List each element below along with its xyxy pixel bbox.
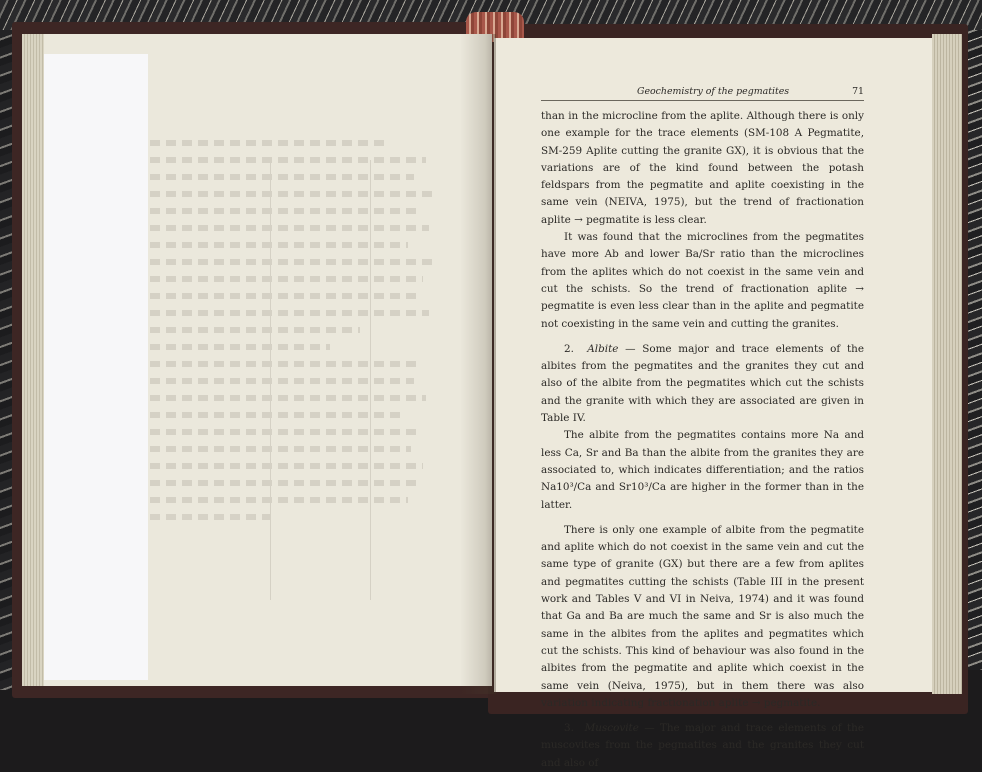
page-text-block: [541, 86, 864, 772]
right-page-edges: [932, 34, 962, 694]
page-number: 71: [852, 86, 864, 97]
paragraph: It was found that the microclines from the pegmatites have more Ab and lower Ba/Sr ratio than the microclines from the aplites which do not coexist in the same vein and cut the schists. So the trend of fractionation aplite → pegmatite is even less clear than in the aplite and pegmatite not coexisting in the same vein and cutting the granites.: [541, 231, 864, 330]
paragraph: There is only one example of albite from the pegmatite and aplite which do not coexist in the same vein and cut the same type of granite (GX) but there are a few from aplites and pegmatites cutting the schists (Table III in the present work and Tables V and VI in Neiva, 1974) and it was found that Ga and Ba are much the same and Sr is also much the same in the albites from the aplites and pegmatites which cut the schists. This kind of behaviour was also found in the albites from the pegmatite and aplite which coexist in the same vein (Neiva, 1975), but in them there was also variation indicating fractionation aplite → pegmatite.: [541, 523, 864, 709]
paragraph-body: — Some major and trace elements of the albites from the pegmatites and the granites they cut and also of the albite from the pegmatites which cut the schists and the granite with which they are associated are given in Table IV.: [541, 342, 864, 425]
paragraph-body: — The major and trace elements of the muscovites from the pegmatites and the granites they cut and also of: [541, 722, 864, 769]
left-page-insert-sheet: [44, 54, 148, 680]
section-number: 2.: [564, 342, 574, 355]
section-number: 3.: [564, 722, 574, 735]
section-heading-albite: Albite: [587, 342, 619, 355]
running-header: [541, 86, 864, 101]
left-page-show-through-table: [150, 140, 450, 620]
left-page-edges: [22, 34, 44, 686]
section-paragraph-albite: [541, 341, 864, 427]
running-title: Geochemistry of the pegmatites: [637, 86, 790, 97]
book-gutter-shadow: [460, 34, 496, 694]
section-heading-muscovite: Muscovite: [584, 722, 639, 735]
paragraph: The albite from the pegmatites contains more Na and less Ca, Sr and Ba than the albite from the granites they are associated to, which indicates differentiation; and the ratios Na10³/Ca and Sr10³/Ca are higher in the former than in the latter.: [541, 429, 864, 511]
paragraph: than in the microcline from the aplite. Although there is only one example for the trace elements (SM-108 A Pegmatite, SM-259 Aplite cutting the granite GX), it is obvious that the variations are of the kind found between the potash feldspars from the pegmatite and aplite coexisting in the same vein (NEIVA, 1975), but the trend of fractionation aplite → pegmatite is less clear.: [541, 110, 864, 226]
section-paragraph-muscovite: [541, 720, 864, 772]
